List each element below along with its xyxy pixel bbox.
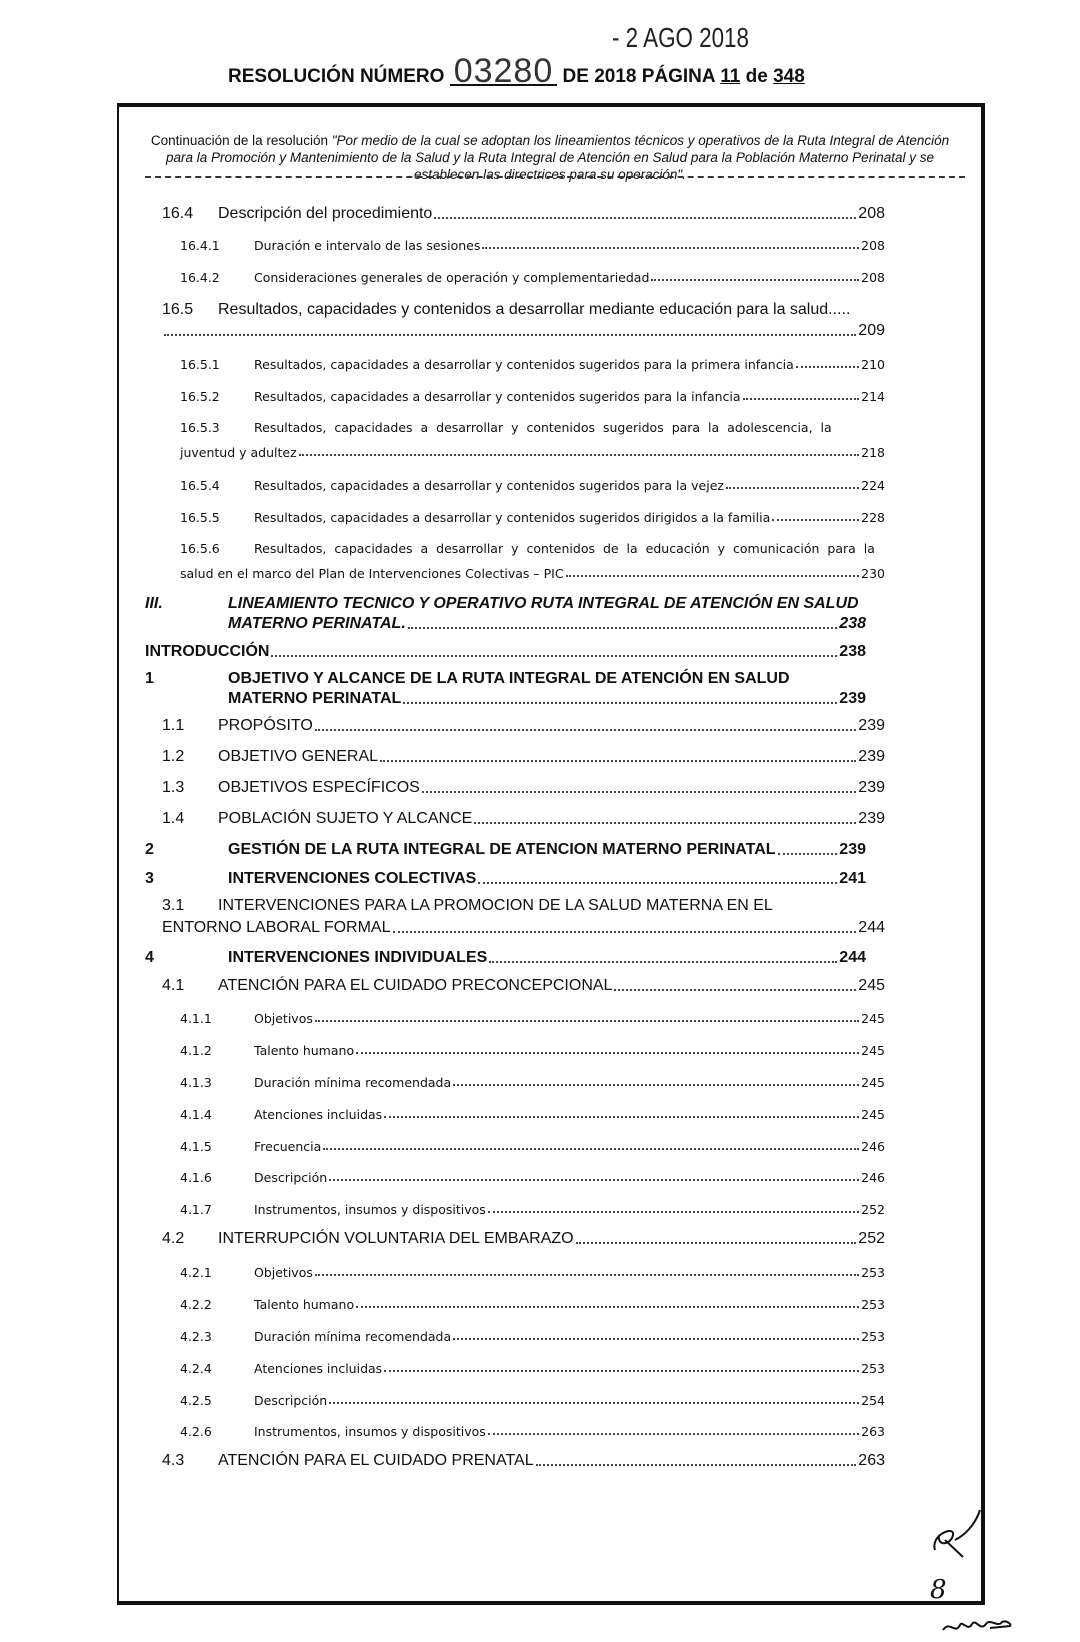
dot-leader [772,519,859,521]
dot-leader [478,882,837,884]
dot-leader [323,1148,859,1150]
toc-page-number: 244 [839,949,866,966]
toc-page-number: 245 [861,1043,885,1058]
dot-leader [356,1052,859,1054]
toc-entry [254,510,885,525]
toc-entry-text: OBJETIVO Y ALCANCE DE LA RUTA INTEGRAL DE ATENCIÓN EN SALUD [228,670,790,687]
toc-entry-text: Descripción [254,1170,328,1185]
toc-entry-text: Atenciones incluidas [254,1107,383,1122]
dot-leader [614,989,856,991]
toc-page-number: 254 [861,1393,885,1408]
toc-entry [228,615,866,633]
toc-entry-number: 16.4.2 [180,270,220,285]
dot-leader [434,217,856,219]
toc-entry [162,322,885,340]
toc-page-number: 208 [858,205,885,222]
header-of: de [745,66,768,87]
toc-entry [254,357,885,372]
toc-entry-number: III. [145,595,163,612]
toc-entry [218,301,885,319]
toc-entry-number: 4.1.6 [180,1170,212,1185]
toc-page-number: 252 [861,1202,885,1217]
toc-entry [218,810,885,828]
toc-entry [218,897,885,915]
toc-entry-text: ATENCIÓN PARA EL CUIDADO PRECONCEPCIONAL [218,977,613,994]
toc-entry-number: 1.3 [162,779,185,796]
toc-entry-text: Resultados, capacidades a desarrollar y contenidos sugeridos para la adolescencia, la [254,420,832,435]
toc-entry [254,1329,885,1344]
toc-entry-number: 16.5.6 [180,541,220,556]
dot-leader [408,627,838,629]
toc-entry-number: 4.1.7 [180,1202,212,1217]
toc-entry-text: Resultados, capacidades a desarrollar y contenidos sugeridos para la vejez [254,478,724,493]
toc-entry-number: 1.2 [162,748,185,765]
toc-entry [218,977,885,995]
dot-leader [651,279,859,281]
dot-leader [536,1464,857,1466]
toc-page-number: 241 [839,870,866,887]
toc-entry-number: 4.2.2 [180,1297,212,1312]
dot-leader [384,1370,859,1372]
toc-entry [254,1139,885,1154]
toc-page-number: 208 [861,270,885,285]
toc-entry-number: 4.1.4 [180,1107,212,1122]
toc-entry-text: Objetivos [254,1265,313,1280]
toc-entry [228,595,866,613]
toc-entry-number: 2 [145,841,154,858]
margin-number: 8 [930,1575,947,1605]
toc-entry-text: Duración mínima recomendada [254,1075,452,1090]
toc-entry-text: Descripción del procedimiento [218,205,433,222]
toc-entry-text: Consideraciones generales de operación y complementariedad [254,270,650,285]
toc-entry-number: 4.2.4 [180,1361,212,1376]
dot-leader [393,931,857,933]
toc-page-number: 263 [858,1452,885,1469]
toc-entry-number: 4.2.5 [180,1393,212,1408]
toc-entry-text: INTRODUCCIÓN [145,643,270,660]
toc-entry-text: Resultados, capacidades y contenidos a desarrollar mediante educación para la salud..... [218,301,851,318]
dot-leader [453,1338,859,1340]
toc-entry-number: 4 [145,949,154,966]
toc-entry [254,1170,885,1185]
dot-leader [576,1242,857,1244]
toc-entry [254,1424,885,1439]
toc-entry-number: 1.4 [162,810,185,827]
toc-entry [254,1297,885,1312]
toc-entry [254,270,885,285]
toc-entry-text: OBJETIVOS ESPECÍFICOS [218,779,420,796]
toc-entry-text: Resultados, capacidades a desarrollar y contenidos sugeridos dirigidos a la familia [254,510,771,525]
toc-entry [254,1075,885,1090]
toc-entry [254,420,885,435]
toc-entry-text: Descripción [254,1393,328,1408]
toc-entry [228,690,866,708]
toc-page-number: 239 [858,748,885,765]
toc-entry-number: 1.1 [162,717,185,734]
toc-entry [254,1361,885,1376]
toc-entry [228,841,866,859]
toc-entry [145,643,866,661]
toc-page-number: 239 [858,717,885,734]
continuation-quote: "Por medio de la cual se adoptan los lineamientos técnicos y operativos de la Ruta Integral de Atención para la Promoción y Mantenimiento de la Salud y la Ruta Integral de Atención en Salud para la Población Materno Perinatal y se establecen las directrices para su operación". [166,133,950,182]
dot-leader [422,791,856,793]
dot-leader [453,1084,859,1086]
toc-entry-text: INTERVENCIONES COLECTIVAS [228,870,477,887]
toc-entry [254,541,885,556]
resolution-header [228,52,805,90]
dot-leader [778,853,838,855]
toc-page-number: 208 [861,238,885,253]
toc-entry-number: 16.5.3 [180,420,220,435]
toc-entry [218,1452,885,1470]
dot-leader [271,655,837,657]
toc-entry-text: Resultados, capacidades a desarrollar y contenidos de la educación y comunicación para la [254,541,875,556]
toc-entry-text: GESTIÓN DE LA RUTA INTEGRAL DE ATENCION MATERNO PERINATAL [228,841,776,858]
dot-leader [566,575,860,577]
toc-entry-number: 16.5.4 [180,478,220,493]
signature [940,1610,1015,1640]
toc-page-number: 253 [861,1361,885,1376]
dot-leader [315,729,856,731]
toc-entry [162,919,885,937]
toc-page-number: 246 [861,1170,885,1185]
dot-leader [356,1306,859,1308]
dot-leader [384,1116,859,1118]
toc-entry-text: juventud y adultez [180,445,297,460]
toc-entry [254,1107,885,1122]
toc-page-number: 245 [861,1075,885,1090]
dot-leader [474,822,856,824]
toc-page-number: 253 [861,1329,885,1344]
toc-entry-text: OBJETIVO GENERAL [218,748,379,765]
toc-page-number: 239 [839,690,866,707]
toc-entry-number: 4.1.5 [180,1139,212,1154]
toc-entry [218,205,885,223]
dot-leader [315,1274,859,1276]
toc-entry-number: 4.2.6 [180,1424,212,1439]
toc-entry-text: Resultados, capacidades a desarrollar y contenidos sugeridos para la primera infancia [254,357,794,372]
dot-leader [329,1179,859,1181]
toc-entry-text: Talento humano [254,1043,355,1058]
dot-leader [164,334,856,336]
toc-entry-text: ATENCIÓN PARA EL CUIDADO PRENATAL [218,1452,534,1469]
toc-entry-number: 4.2.3 [180,1329,212,1344]
toc-page-number: 246 [861,1139,885,1154]
toc-page-number: 245 [861,1011,885,1026]
toc-entry-text: Frecuencia [254,1139,322,1154]
toc-entry-text: salud en el marco del Plan de Intervenciones Colectivas – PIC [180,566,564,581]
toc-page-number: 239 [839,841,866,858]
toc-entry-number: 3.1 [162,897,185,914]
toc-entry-number: 16.4 [162,205,194,222]
toc-entry-text: INTERRUPCIÓN VOLUNTARIA DEL EMBARAZO [218,1230,574,1247]
toc-entry-number: 4.3 [162,1452,185,1469]
dot-leader [380,760,856,762]
toc-page-number: 210 [861,357,885,372]
toc-entry [254,238,885,253]
dot-leader [299,454,859,456]
toc-entry [254,1202,885,1217]
toc-entry [254,1265,885,1280]
toc-entry-text: MATERNO PERINATAL [228,690,402,707]
toc-page-number: 228 [861,510,885,525]
toc-page-number: 244 [858,919,885,936]
dot-leader [403,702,837,704]
toc-entry-text: Atenciones incluidas [254,1361,383,1376]
toc-entry [218,717,885,735]
dot-leader [489,961,837,963]
dot-leader [315,1020,859,1022]
toc-entry-number: 4.1.3 [180,1075,212,1090]
toc-page-number: 224 [861,478,885,493]
toc-entry [254,478,885,493]
toc-entry-number: 4.1.2 [180,1043,212,1058]
toc-page-number: 253 [861,1297,885,1312]
toc-page-number: 209 [858,322,885,339]
toc-page-number: 218 [861,445,885,460]
toc-page-number: 239 [858,810,885,827]
toc-entry [228,670,866,688]
toc-entry [218,779,885,797]
dot-leader [482,247,859,249]
toc-entry-text: Talento humano [254,1297,355,1312]
toc-entry-text: Instrumentos, insumos y dispositivos [254,1424,486,1439]
dot-leader [796,366,859,368]
toc-entry-number: 4.1.1 [180,1011,212,1026]
toc-page-number: 230 [861,566,885,581]
toc-entry [254,1011,885,1026]
toc-page-number: 238 [839,615,866,632]
toc-page-number: 263 [861,1424,885,1439]
toc-page-number: 253 [861,1265,885,1280]
toc-entry-text: Duración mínima recomendada [254,1329,452,1344]
toc-entry-text: MATERNO PERINATAL. [228,615,406,632]
continuation-lead: Continuación de la resolución [150,133,332,148]
toc-entry [180,566,885,581]
toc-page-number: 239 [858,779,885,796]
signature-initials [925,1505,995,1565]
page-number: 11 [720,66,741,87]
toc-entry [218,1230,885,1248]
toc-entry [228,949,866,967]
toc-page-number: 238 [839,643,866,660]
toc-entry-number: 3 [145,870,154,887]
dot-leader [329,1402,859,1404]
toc-entry [180,445,885,460]
toc-entry [218,748,885,766]
toc-page-number: 214 [861,389,885,404]
toc-entry-number: 1 [145,670,154,687]
toc-entry-number: 16.5 [162,301,194,318]
toc-entry-text: INTERVENCIONES PARA LA PROMOCION DE LA SALUD MATERNA EN EL [218,897,773,914]
header-prefix: RESOLUCIÓN NÚMERO [228,66,445,87]
toc-entry-text: POBLACIÓN SUJETO Y ALCANCE [218,810,473,827]
toc-entry-number: 16.4.1 [180,238,220,253]
page-total: 348 [773,66,805,87]
header-mid: DE 2018 PÁGINA [562,66,715,87]
toc-entry [254,389,885,404]
toc-entry-text: LINEAMIENTO TECNICO Y OPERATIVO RUTA INTEGRAL DE ATENCIÓN EN SALUD [228,595,859,612]
dashed-divider [145,176,965,178]
toc-page-number: 245 [861,1107,885,1122]
toc-entry-text: INTERVENCIONES INDIVIDUALES [228,949,488,966]
toc-entry [254,1393,885,1408]
dot-leader [488,1211,859,1213]
toc-entry [254,1043,885,1058]
toc-entry-number: 16.5.2 [180,389,220,404]
toc-entry-text: PROPÓSITO [218,717,313,734]
toc-entry-number: 4.2.1 [180,1265,212,1280]
toc-entry-text: Duración e intervalo de las sesiones [254,238,481,253]
dot-leader [726,487,859,489]
toc-entry-number: 4.2 [162,1230,185,1247]
toc-page-number: 245 [858,977,885,994]
toc-page-number: 252 [858,1230,885,1247]
dot-leader [488,1433,859,1435]
resolution-number: 03280 [450,58,558,86]
toc-entry-text: Objetivos [254,1011,313,1026]
toc-entry [228,870,866,888]
toc-entry-number: 16.5.5 [180,510,220,525]
date-stamp: - 2 AGO 2018 [612,22,749,53]
toc-entry-text: Instrumentos, insumos y dispositivos [254,1202,486,1217]
toc-entry-number: 4.1 [162,977,185,994]
toc-entry-text: Resultados, capacidades a desarrollar y contenidos sugeridos para la infancia [254,389,741,404]
toc-entry-text: ENTORNO LABORAL FORMAL [162,919,391,936]
toc-entry-number: 16.5.1 [180,357,220,372]
dot-leader [743,398,860,400]
